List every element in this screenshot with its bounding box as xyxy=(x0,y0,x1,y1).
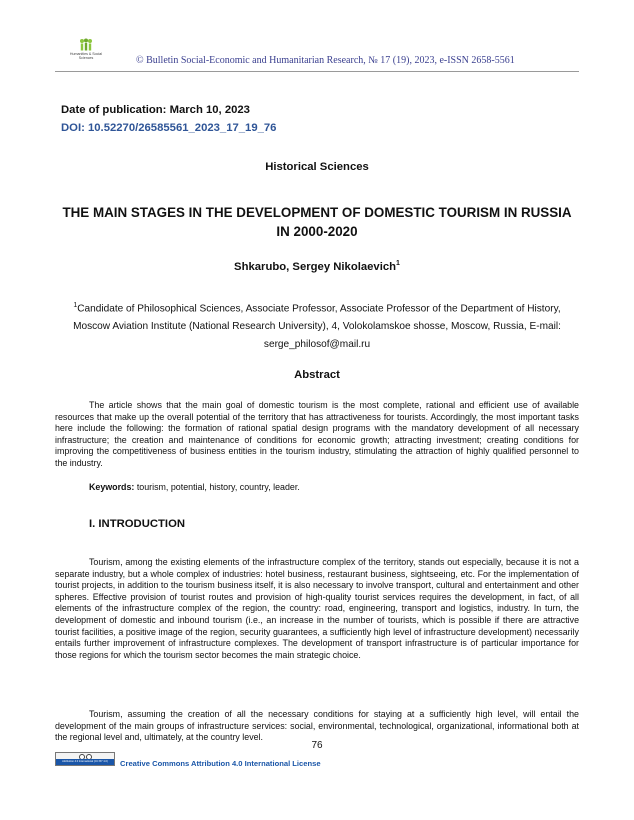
license-link[interactable]: Creative Commons Attribution 4.0 International License xyxy=(120,759,321,768)
introduction-paragraph-2: Tourism, assuming the creation of all the necessary conditions for staying at a sufficiently high level, will entail the development of the main groups of infrastructure services: social, environmental, technological, organizational, informational both at the regional level and, ultimately, at the country level. xyxy=(55,709,579,743)
keywords-text: tourism, potential, history, country, leader. xyxy=(134,482,300,492)
publication-date: Date of publication: March 10, 2023 xyxy=(61,104,250,116)
header-divider xyxy=(55,71,579,72)
logo-text-line1: Humanities & Social xyxy=(69,52,103,56)
journal-logo-icon xyxy=(78,38,94,52)
introduction-paragraph-1: Tourism, among the existing elements of the infrastructure complex of the territory, stands out especially, because it is not a separate industry, but a whole complex of industries: hotel business, restaurant business, sightseeing, etc. For the implementation of tourist projects, in addition to the tourism business itself, it is also necessary to involve transport, cultural and entertainment and other spheres. Effective provision of tourist routes and provision of high-quality tourist services requires the development, in fact, of all elements of the infrastructure complex of the region, the country: road, engineering, transport and logistics, industry. In turn, the development of domestic and inbound tourism (i.e., an increase in the number of tourists, which is possible if there are attractive tourist facilities, a positive image of the region, security guarantees, a sufficiently high level of infrastructure development) necessarily entails further improvement of infrastructure complexes. The development of transport infrastructure is of particular importance for those regions for which the tourism sector becomes the main strategic choice. xyxy=(55,557,579,660)
cc-by-badge[interactable] xyxy=(55,752,115,766)
page-number: 76 xyxy=(311,740,323,751)
logo-text-line2: Sciences xyxy=(78,56,94,61)
author-line xyxy=(0,260,634,273)
abstract-heading: Abstract xyxy=(294,369,340,381)
keywords-label: Keywords: xyxy=(89,482,135,492)
abstract-text: The article shows that the main goal of domestic tourism is the most complete, rational and efficient use of available resources that make up the overall potential of the territory that has attractiveness for tourists. Accordingly, the most important tasks here include the following: the formation of rational spatial design programs with the mandatory development of all necessary infrastructure; the creation and maintenance of conditions for economic growth; attracting investment; creating conditions for improving the competitiveness of business entities in the tourism industry, stimulating the attraction of highly qualified personnel to the industry. xyxy=(55,400,579,468)
journal-logo xyxy=(55,38,117,61)
affiliation-text: Candidate of Philosophical Sciences, Associate Professor, Associate Professor of the Department of History, Moscow Aviation Institute (National Research University), 4, Volokolamskoe shosse, Moscow, Russia, E-mail: serge_philosof@mail.ru xyxy=(73,303,561,351)
header-citation: © Bulletin Social-Economic and Humanitarian Research, № 17 (19), 2023, e-ISSN 2658-5561 xyxy=(136,55,515,66)
doi-link[interactable]: DOI: 10.52270/26585561_2023_17_19_76 xyxy=(61,122,277,134)
paper-title: THE MAIN STAGES IN THE DEVELOPMENT OF DOMESTIC TOURISM IN RUSSIA IN 2000-2020 xyxy=(62,205,572,239)
affiliation xyxy=(58,297,576,354)
author-affiliation-marker: 1 xyxy=(396,260,400,267)
introduction-heading: I. INTRODUCTION xyxy=(89,518,186,530)
keywords-line xyxy=(89,482,300,492)
author-name: Shkarubo, Sergey Nikolaevich xyxy=(234,260,397,273)
affiliation-marker: 1 xyxy=(73,302,78,309)
cc-badge-caption: Attribution 4.0 International (CC BY 4.0) xyxy=(56,759,114,765)
section-label: Historical Sciences xyxy=(265,161,369,173)
